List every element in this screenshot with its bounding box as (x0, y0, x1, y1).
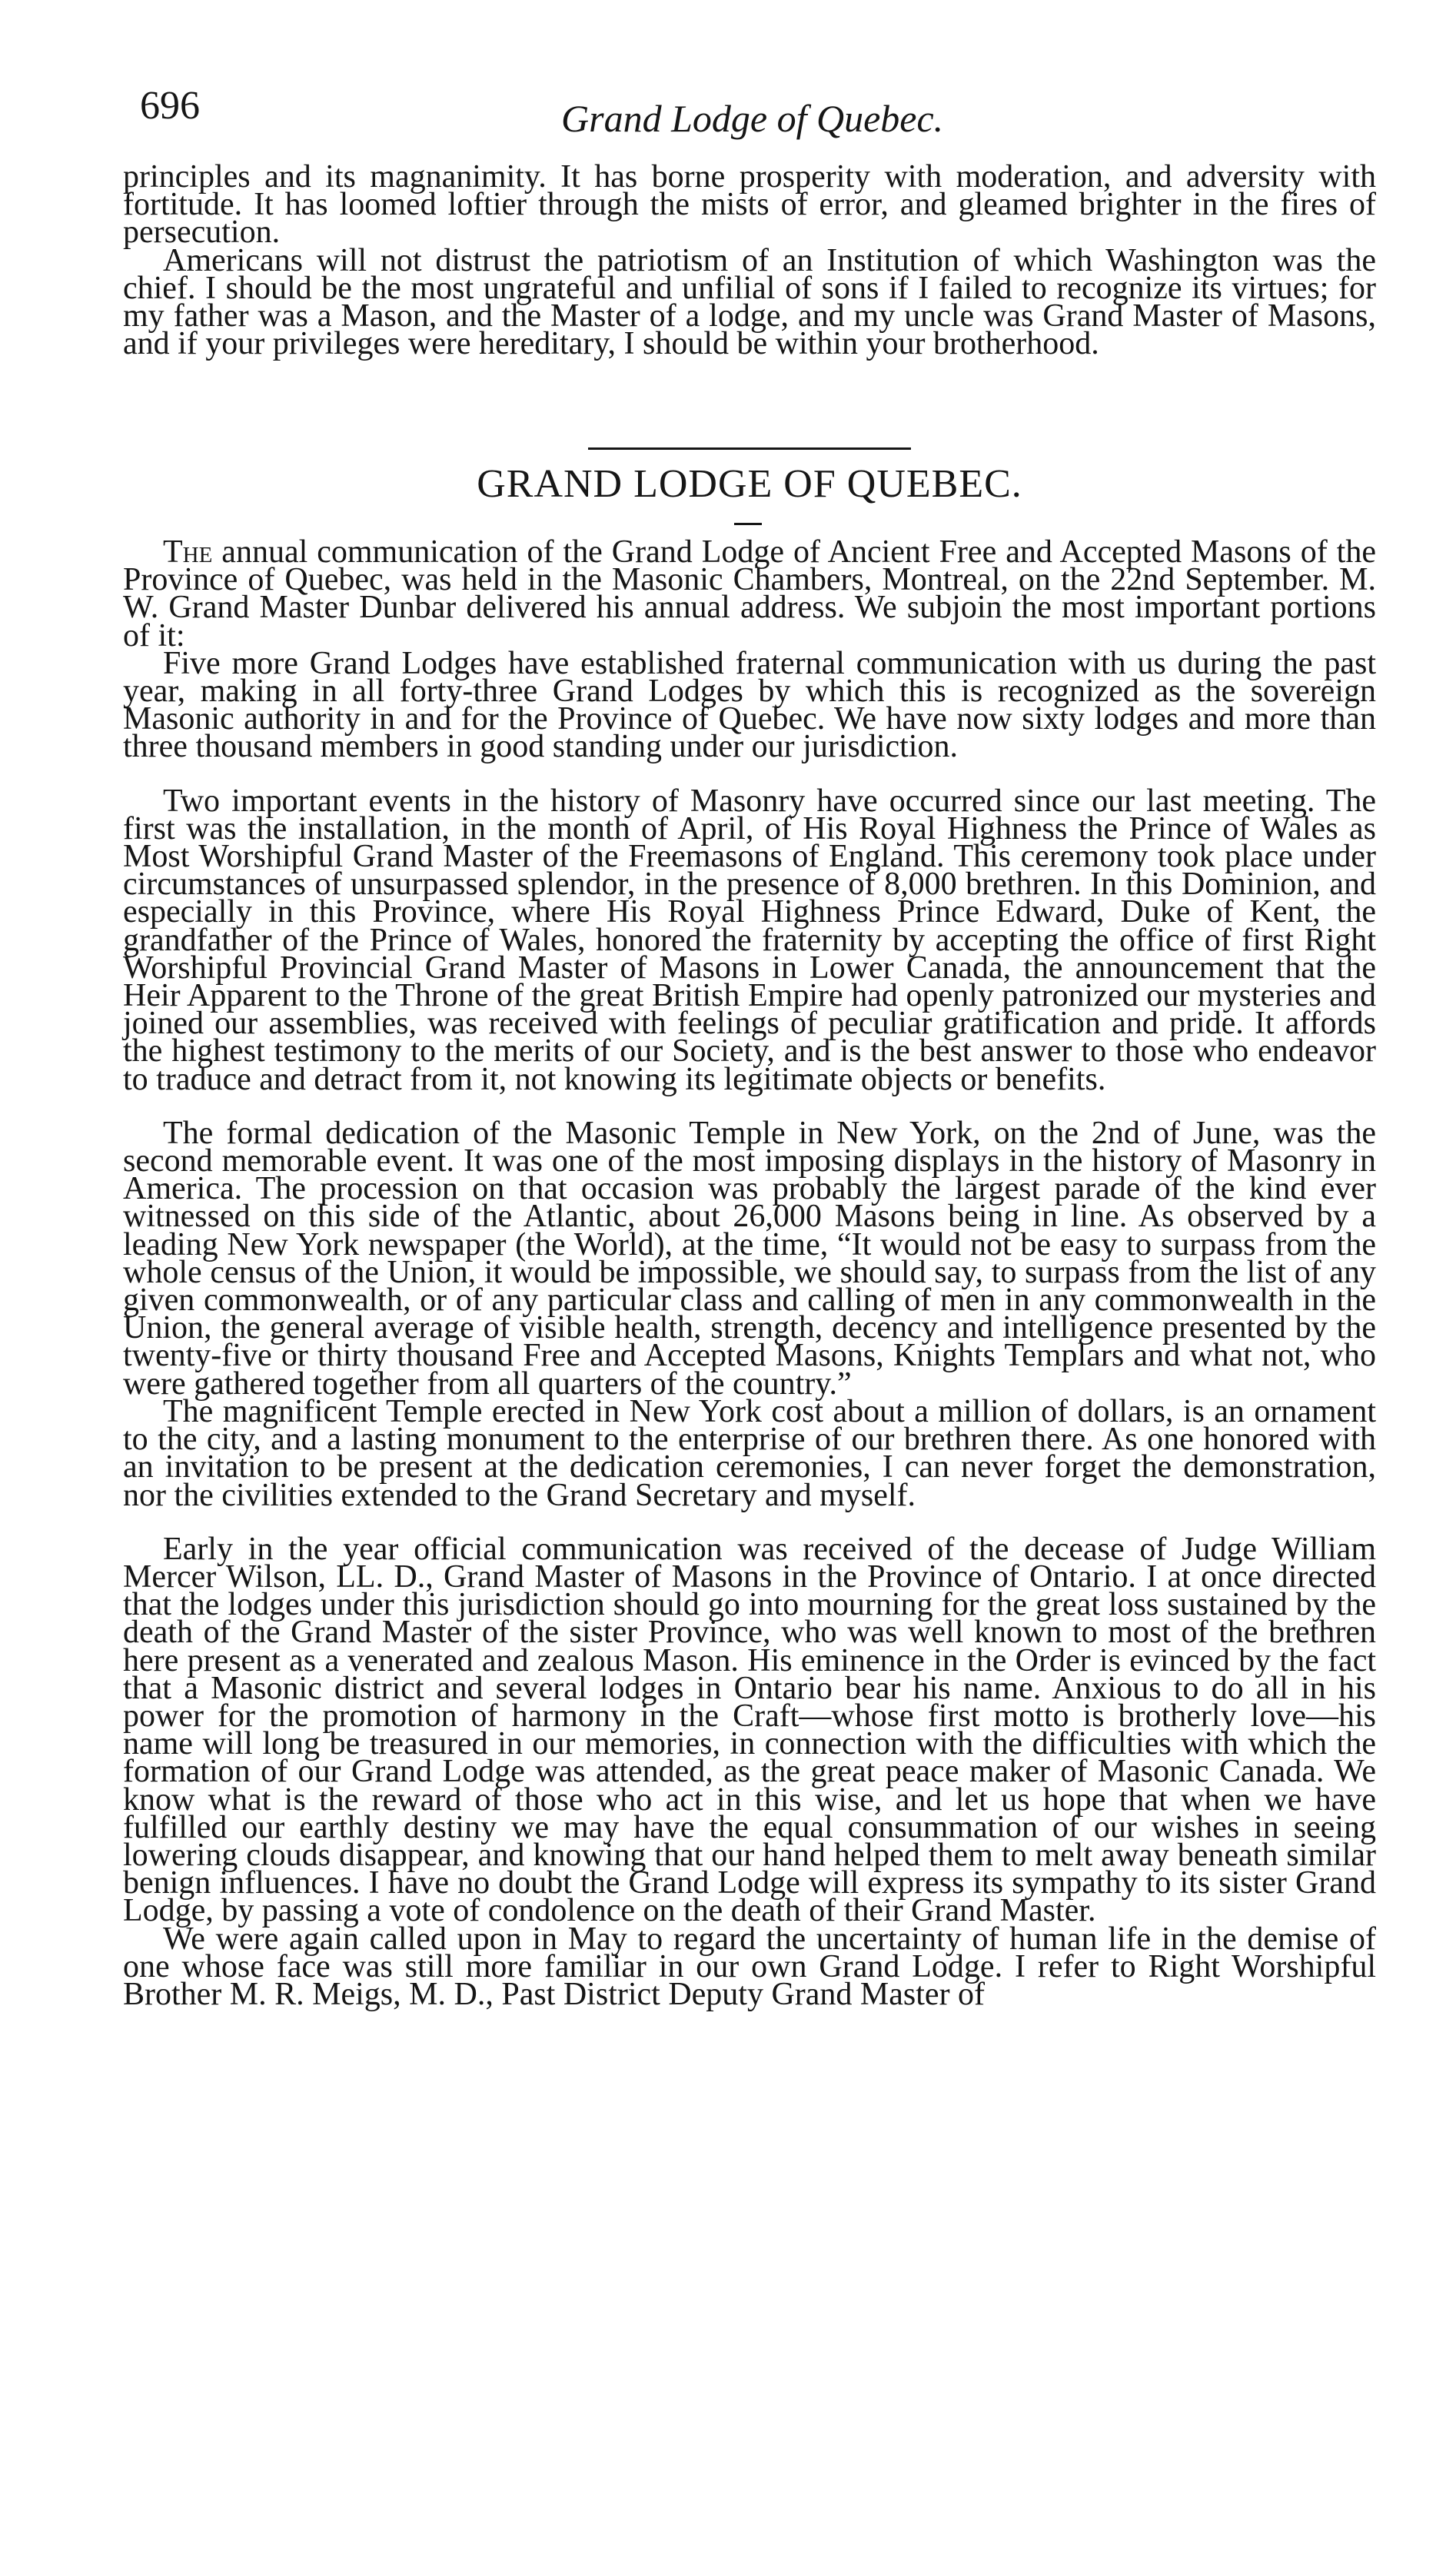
body-paragraph-4: The magnificent Temple erected in New York cost about a million of dollars, is an ornament to the city, and a lasting monument to the enterprise of our brethren there. As one honored with an invitation to be present at the dedication ceremonies, I can never forget the demonstration, nor the civilities extended to the Grand Secretary and myself. (123, 1393, 1376, 1513)
body-paragraph-1: Five more Grand Lodges have established fraternal communication with us during the past year, making in all forty-three Grand Lodges by which this is recognized as the sovereign Masonic authority in and for the Province of Quebec. We have now sixty lodges and more than three thousand members in good standing under our jurisdiction. (123, 645, 1376, 765)
section-title: GRAND LODGE OF QUEBEC. (477, 462, 1022, 506)
opening-word: The (163, 534, 213, 570)
body-paragraph-5: Early in the year official communication was received of the decease of Judge William Mercer Wilson, LL. D., Grand Master of Masons in the Province of Ontario. I at once directed that the lodges under this jurisdiction should go into mourning for the great loss sustained by the death of the Grand Master of the sister Province, who was well known to most of the brethren here present as a venerated and zealous Mason. His eminence in the Order is evinced by the fact that a Masonic district and several lodges in Ontario bear his name. Anxious to do all in his power for the promotion of harmony in the Craft—whose first motto is brotherly love—his name will long be treasured in our memories, in connection with the difficulties with which the formation of our Grand Lodge was attended, as the great peace maker of Masonic Canada. We know what is the reward of those who act in this wise, and let us hope that when we have fulfilled our earthly destiny we may have the equal consummation of our wishes in seeing lowering clouds disappear, and knowing that our hand helped them to melt away beneath similar benign influences. I have no doubt the Grand Lodge will express its sympathy to its sister Grand Lodge, by passing a vote of condolence on the death of their Grand Master. (123, 1531, 1376, 1929)
article-body (123, 534, 1376, 2012)
title-underline-dash (734, 523, 762, 525)
page-number: 696 (140, 84, 200, 128)
intro-paragraph-1: principles and its magnanimity. It has borne prosperity with moderation, and adversity with fortitude. It has loomed loftier through the mists of error, and gleamed brighter in the fires of persecution. (123, 159, 1376, 251)
opening-text: annual communication of the Grand Lodge of Ancient Free and Accepted Masons of the Province of Quebec, was held in the Masonic Chambers, Montreal, on the 22nd September. M. W. Grand Master Dunbar delivered his annual address. We subjoin the most important portions of it: (123, 534, 1376, 654)
running-title: Grand Lodge of Quebec. (561, 97, 944, 140)
section-separator-rule (588, 447, 911, 450)
intro-text (123, 159, 1376, 362)
opening-paragraph (123, 534, 1376, 654)
page-header (123, 77, 1376, 146)
intro-paragraph-2: Americans will not distrust the patriotism of an Institution of which Washington was the chief. I should be the most ungrateful and unfilial of sons if I failed to recognize its virtues; for my father was a Mason, and the Master of a lodge, and my uncle was Grand Master of Masons, and if your privileges were hereditary, I should be within your brotherhood. (123, 242, 1376, 362)
body-paragraph-2: Two important events in the history of Masonry have occurred since our last meeting. The first was the installation, in the month of April, of His Royal Highness the Prince of Wales as Most Worshipful Grand Master of the Freemasons of England. This ceremony took place under circumstances of unsurpassed splendor, in the presence of 8,000 brethren. In this Dominion, and especially in this Province, where His Royal Highness Prince Edward, Duke of Kent, the grandfather of the Prince of Wales, honored the fraternity by accepting the office of first Right Worshipful Provincial Grand Master of Masons in Lower Canada, the announcement that the Heir Apparent to the Throne of the great British Empire had openly patronized our mysteries and joined our assemblies, was received with feelings of peculiar gratification and pride. It affords the highest testimony to the merits of our Society, and is the best answer to those who endeavor to traduce and detract from it, not knowing its legitimate objects or benefits. (123, 783, 1376, 1097)
body-paragraph-3: The formal dedication of the Masonic Temple in New York, on the 2nd of June, was the second memorable event. It was one of the most imposing displays in the history of Masonry in America. The procession on that occasion was probably the largest parade of the kind ever witnessed on this side of the Atlantic, about 26,000 Masons being in line. As observed by a leading New York newspaper (the World), at the time, “It would not be easy to surpass from the whole census of the Union, it would be impossible, we should say, to surpass from the list of any given commonwealth, or of any particular class and calling of men in any commonwealth in the Union, the general average of visible health, strength, decency and intelligence presented by the twenty-five or thirty thousand Free and Accepted Masons, Knights Templars and what not, who were gathered together from all quarters of the country.” (123, 1115, 1376, 1402)
body-paragraph-6: We were again called upon in May to regard the uncertainty of human life in the demise of one whose face was still more familiar in our own Grand Lodge. I refer to Right Worshipful Brother M. R. Meigs, M. D., Past District Deputy Grand Master of (123, 1921, 1376, 2012)
